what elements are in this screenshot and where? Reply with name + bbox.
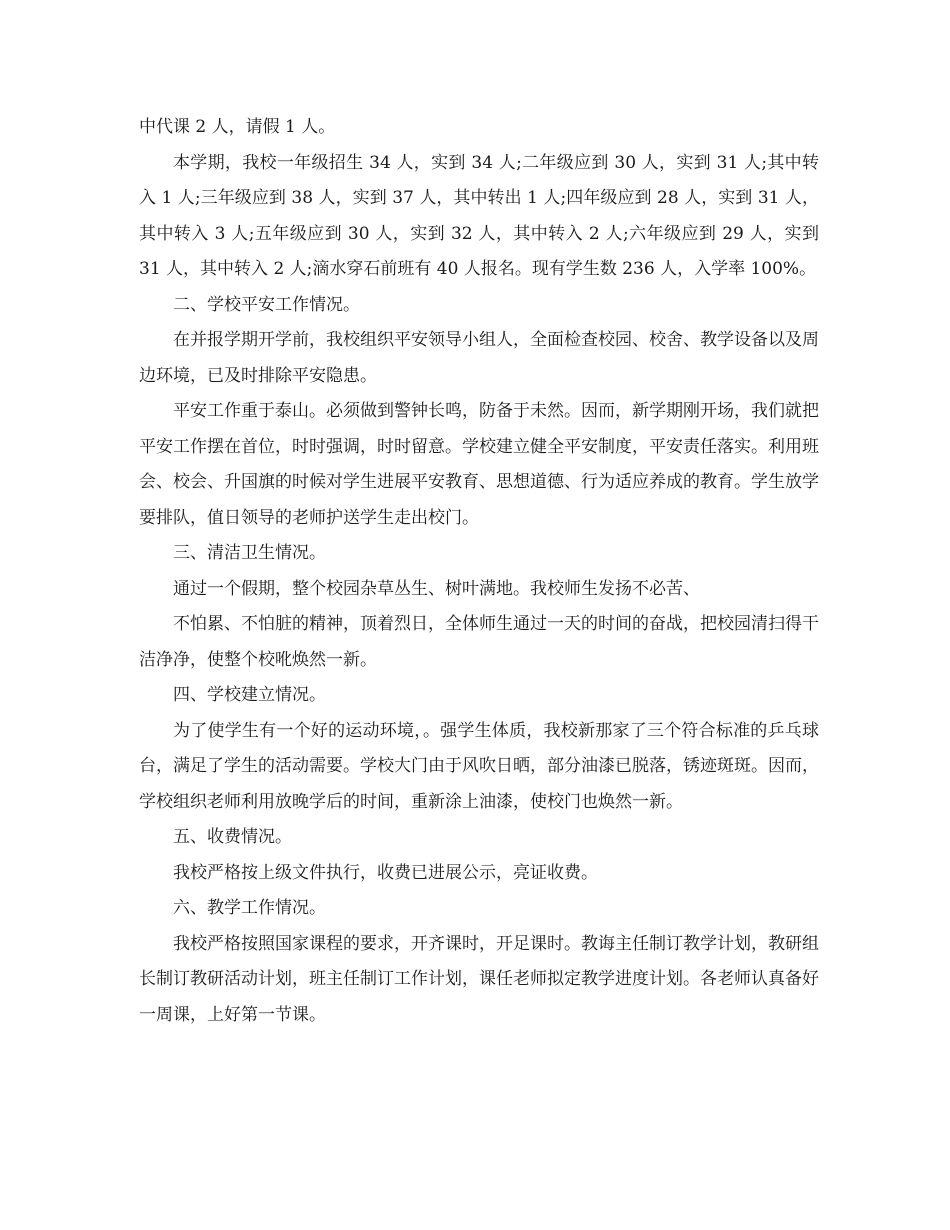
paragraph-cleaning-2: 不怕累、不怕脏的精神，顶着烈日，全体师生通过一天的时间的奋战，把校园清扫得干洁净净，使整个校吪焕然一新。 (139, 614, 819, 670)
paragraph-fees: 我校严格按上级文件执行，收费已进展公示，亮证收费。 (173, 862, 598, 883)
section-heading-cleaning: 三、清洁卫生情况。 (173, 543, 326, 563)
paragraph-teaching: 我校严格按照国家课程的要求，开齐课时，开足课时。教诲主任制订教学计划，教研组长制订教研活动计划，班主任制订工作计划，课任老师拟定教学进度计划。各老师认真备好一周课，上好第一节课。 (139, 933, 819, 1025)
section-heading-construction: 四、学校建立情况。 (173, 685, 326, 705)
paragraph-substitute-leave: 中代课 2 人，请假 1 人。 (139, 117, 336, 137)
section-heading-safety: 二、学校平安工作情况。 (173, 294, 360, 315)
paragraph-cleaning-1: 通过一个假期，整个校园杂草丛生、树叶满地。我校师生发扬不必苦、 (173, 578, 700, 599)
section-heading-teaching: 六、教学工作情况。 (173, 898, 326, 918)
section-heading-fees: 五、收费情况。 (173, 827, 292, 847)
paragraph-safety-work: 平安工作重于泰山。必须做到警钟长鸣，防备于未然。因而，新学期刚开场，我们就把平安工作摆在首位，时时强调，时时留意。学校建立健全平安制度，平安责任落实。利用班会、校会、升国旗的时候对学生进展平安教育、思想道德、行为适应养成的教育。学生放学要排队，值日领导的老师护送学生走出校门。 (139, 401, 819, 528)
paragraph-safety-inspection: 在并报学期开学前，我校组织平安领导小组人，全面检查校园、校舍、教学设备以及周边环境，已及时排除平安隐患。 (139, 330, 819, 386)
paragraph-construction: 为了使学生有一个好的运动环境，。强学生体质，我校新那家了三个符合标准的乒乓球台，满足了学生的活动需要。学校大门由于风吹日晒，部分油漆已脱落，锈迹斑斑。因而，学校组织老师利用放晚学后的时间，重新涂上油漆，使校门也焕然一新。 (139, 720, 819, 812)
document-body (139, 110, 819, 1033)
paragraph-enrollment: 本学期，我校一年级招生 34 人，实到 34 人;二年级应到 30 人，实到 31 人;其中转入 1 人;三年级应到 38 人，实到 37 人，其中转出 1 人;四年级应到 28 人，实到 31 人，其中转入 3 人;五年级应到 30 人，实到 32 人，其中转入 2 人;六年级应到 29 人，实到 31 人，其中转入 2 人;滴水穿石前班有 40 人报名。现有学生数 236 人，入学率 100%。 (139, 152, 819, 279)
